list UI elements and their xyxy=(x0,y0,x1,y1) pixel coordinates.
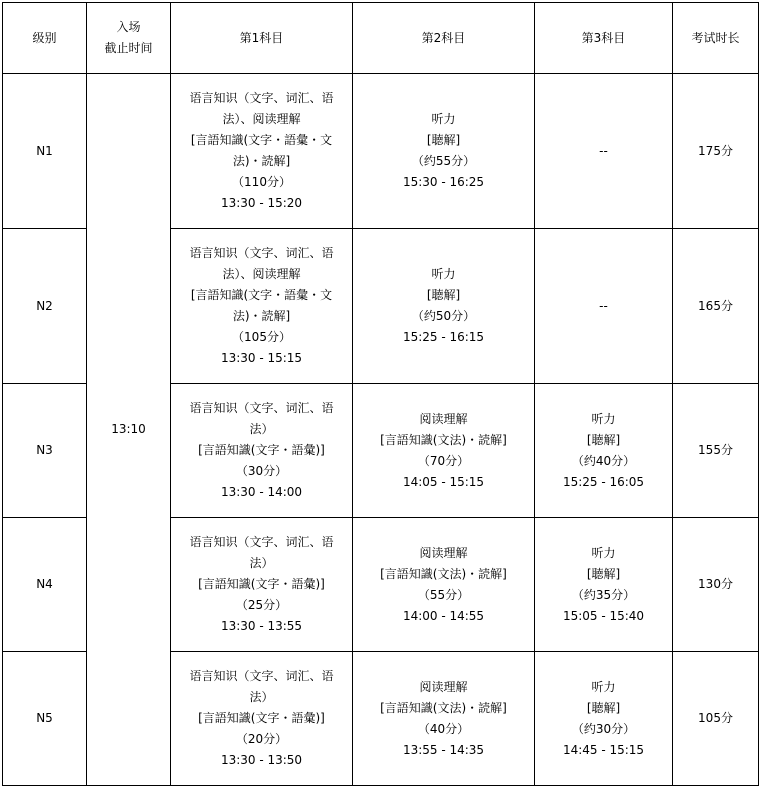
subject1-cell-line: [言語知識(文字・語彙)] xyxy=(198,711,325,725)
subject3-cell-line: 听力 xyxy=(591,679,616,694)
subject3-cell xyxy=(535,518,673,652)
subject2-cell-line: 14:00 - 14:55 xyxy=(402,608,485,623)
subject2-cell-line: [言語知識(文法)・読解] xyxy=(380,700,507,715)
subject1-cell-line: 法） xyxy=(249,556,274,570)
level-cell: N5 xyxy=(3,652,87,786)
subject2-cell-line: [聴解] xyxy=(426,288,461,302)
subject2-cell-line: （70分） xyxy=(417,453,470,468)
exam-schedule-table xyxy=(2,2,759,786)
subject1-cell-line: 法）、阅读理解 xyxy=(222,267,301,281)
subject2-cell-line: [聴解] xyxy=(426,133,461,147)
header-entry-line2: 截止时间 xyxy=(104,41,153,55)
subject1-cell-line: 13:30 - 13:50 xyxy=(220,753,303,767)
level-cell: N2 xyxy=(3,229,87,384)
subject1-cell-line: 法）、阅读理解 xyxy=(222,112,301,126)
subject1-cell-line: 法)・読解] xyxy=(232,309,291,323)
subject1-cell-line: [言語知識(文字・語彙・文 xyxy=(190,288,333,302)
subject1-cell-line: 法） xyxy=(249,690,274,704)
subject2-cell xyxy=(353,229,535,384)
subject1-cell-line: 13:30 - 13:55 xyxy=(220,619,303,633)
subject2-cell-line: 阅读理解 xyxy=(419,545,468,560)
subject3-cell xyxy=(535,74,673,229)
subject1-cell xyxy=(171,384,353,518)
subject1-cell xyxy=(171,652,353,786)
entry-time-cell: 13:10 xyxy=(87,74,171,786)
subject3-cell xyxy=(535,652,673,786)
subject2-cell-line: 13:55 - 14:35 xyxy=(402,742,485,757)
subject3-cell-line: 15:25 - 16:05 xyxy=(562,474,645,489)
subject2-cell xyxy=(353,518,535,652)
subject2-cell-line: 阅读理解 xyxy=(419,411,468,426)
subject2-cell xyxy=(353,74,535,229)
duration-cell: 105分 xyxy=(673,652,759,786)
subject1-cell-line: 语言知识（文字、词汇、语 xyxy=(189,91,334,105)
subject2-cell-line: [言語知識(文法)・読解] xyxy=(380,566,507,581)
subject3-cell-line: [聴解] xyxy=(586,566,621,581)
header-level: 级别 xyxy=(3,3,87,74)
header-row xyxy=(3,3,759,74)
subject1-cell-line: （20分） xyxy=(235,732,288,746)
subject1-cell-line: （105分） xyxy=(232,330,291,344)
subject1-cell-line: （110分） xyxy=(232,175,291,189)
header-subject1: 第1科目 xyxy=(171,3,353,74)
subject2-cell-line: （约55分） xyxy=(411,154,476,168)
subject1-cell-line: 法)・読解] xyxy=(232,154,291,168)
subject3-cell xyxy=(535,229,673,384)
subject3-cell-line: （约35分） xyxy=(571,587,636,602)
header-subject2: 第2科目 xyxy=(353,3,535,74)
subject1-cell-line: （25分） xyxy=(235,598,288,612)
subject1-cell xyxy=(171,229,353,384)
subject1-cell-line: [言語知識(文字・語彙)] xyxy=(198,577,325,591)
subject2-cell-line: （40分） xyxy=(417,721,470,736)
subject3-cell-line: 14:45 - 15:15 xyxy=(562,742,645,757)
header-entry-deadline xyxy=(87,3,171,74)
subject1-cell-line: [言語知識(文字・語彙・文 xyxy=(190,133,333,147)
subject2-cell-line: 听力 xyxy=(431,267,456,281)
header-subject3: 第3科目 xyxy=(535,3,673,74)
subject1-cell-line: 语言知识（文字、词汇、语 xyxy=(189,669,334,683)
subject2-cell xyxy=(353,652,535,786)
subject3-cell-line: （约40分） xyxy=(571,453,636,468)
subject3-cell xyxy=(535,384,673,518)
subject1-cell xyxy=(171,74,353,229)
subject3-cell-line: （约30分） xyxy=(571,721,636,736)
subject3-cell-line: 听力 xyxy=(591,411,616,426)
table-row xyxy=(3,74,759,229)
subject1-cell-line: （30分） xyxy=(235,464,288,478)
subject2-cell-line: 15:25 - 16:15 xyxy=(402,330,485,344)
duration-cell: 175分 xyxy=(673,74,759,229)
subject2-cell-line: 阅读理解 xyxy=(419,679,468,694)
subject1-cell-line: 13:30 - 14:00 xyxy=(220,485,303,499)
subject1-cell-line: 13:30 - 15:20 xyxy=(220,196,303,210)
level-cell: N4 xyxy=(3,518,87,652)
subject2-cell-line: （55分） xyxy=(417,587,470,602)
header-entry-line1: 入场 xyxy=(116,20,141,34)
subject2-cell-line: 14:05 - 15:15 xyxy=(402,474,485,489)
subject1-cell-line: 13:30 - 15:15 xyxy=(220,351,303,365)
duration-cell: 155分 xyxy=(673,384,759,518)
subject2-cell xyxy=(353,384,535,518)
subject3-cell-line: -- xyxy=(599,298,608,313)
subject1-cell-line: [言語知識(文字・語彙)] xyxy=(198,443,325,457)
level-cell: N3 xyxy=(3,384,87,518)
level-cell: N1 xyxy=(3,74,87,229)
subject3-cell-line: 听力 xyxy=(591,545,616,560)
subject3-cell-line: -- xyxy=(599,143,608,158)
subject1-cell-line: 法） xyxy=(249,422,274,436)
subject1-cell-line: 语言知识（文字、词汇、语 xyxy=(189,535,334,549)
subject1-cell-line: 语言知识（文字、词汇、语 xyxy=(189,246,334,260)
subject3-cell-line: [聴解] xyxy=(586,700,621,715)
subject2-cell-line: 听力 xyxy=(431,112,456,126)
header-duration: 考试时长 xyxy=(673,3,759,74)
subject1-cell xyxy=(171,518,353,652)
subject1-cell-line: 语言知识（文字、词汇、语 xyxy=(189,401,334,415)
subject3-cell-line: 15:05 - 15:40 xyxy=(562,608,645,623)
subject2-cell-line: [言語知識(文法)・読解] xyxy=(380,432,507,447)
subject2-cell-line: 15:30 - 16:25 xyxy=(402,175,485,189)
duration-cell: 130分 xyxy=(673,518,759,652)
subject2-cell-line: （约50分） xyxy=(411,309,476,323)
duration-cell: 165分 xyxy=(673,229,759,384)
subject3-cell-line: [聴解] xyxy=(586,432,621,447)
